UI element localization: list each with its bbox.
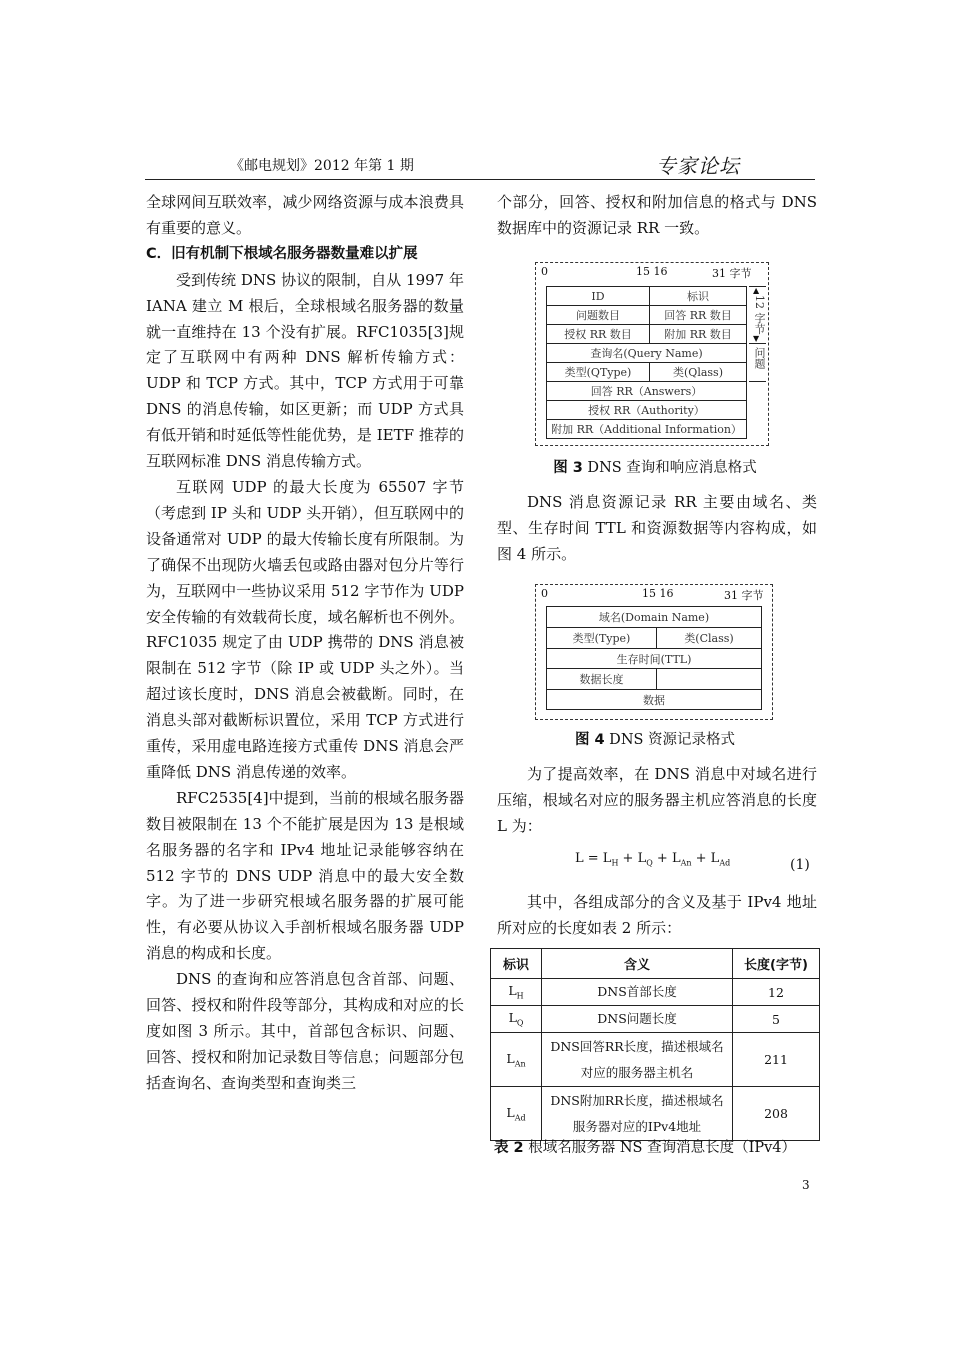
paragraph: RFC2535[4]中提到，当前的根域名服务器数目被限制在 13 个不能扩展是因为 13 是根域名服务器的名字和 IPv4 地址记录能够容纳在 512 字节的 DNS UDP 消息中的最大安全数字。为了进一步研究根域名服务器的扩展可能性，有必要从协议入手剖析根域名服务器 UDP 消息的构成和长度。 <box>146 788 464 963</box>
column-title: 专家论坛 <box>656 154 740 178</box>
paragraph: DNS 消息资源记录 RR 主要由域名、类型、生存时间 TTL 和资源数据等内容构成，如图 4 所示。 <box>497 493 817 563</box>
bracket-line <box>749 381 766 382</box>
paragraph: 其中，各组成部分的含义及基于 IPv4 地址所对应的长度如表 2 所示： <box>497 893 817 937</box>
table-header: 长度(字节) <box>733 949 820 979</box>
field-qtype: 类型(QType) <box>546 362 650 382</box>
header-size-label: 12 字节 <box>753 295 766 335</box>
length-cell: 12 <box>733 979 820 1006</box>
caption-text: DNS 资源记录格式 <box>604 732 736 748</box>
section-heading: C．旧有机制下根域名服务器数量难以扩展 <box>146 245 418 262</box>
meaning-cell: DNS附加RR长度，描述根域名服务器对应的IPv4地址 <box>542 1087 733 1141</box>
right-column-middle <box>497 490 817 568</box>
left-column <box>146 190 464 1097</box>
right-column-top <box>497 190 817 242</box>
right-column-bottom <box>497 890 817 942</box>
table-row <box>491 1006 820 1033</box>
symbol-cell: $L_Q$ <box>491 1006 542 1033</box>
axis-label: 31 字节 <box>724 589 764 602</box>
field-rdlength: 数据长度 <box>546 668 657 690</box>
question-label: 问题 <box>753 347 766 369</box>
paragraph: 为了提高效率，在 DNS 消息中对域名进行压缩，根域名对应的服务器主机应答消息的长度 L 为： <box>497 765 817 835</box>
figure-3-caption <box>520 456 790 477</box>
arrow-down-icon: ▼ <box>753 334 760 343</box>
caption-text: 根域名服务器 NS 查询消息长度（IPv4） <box>523 1140 796 1156</box>
paragraph: 互联网 UDP 的最大长度为 65507 字节（考虑到 IP 头和 UDP 头开销），但互联网中的设备通常对 UDP 的最大传输长度有所限制。为了确保不出现防火墙丢包或路由器对包分片等行为，互联网中一些协议采用 512 字节作为 UDP 安全传输的有效载荷长度，域名解析也不例外。RFC1035 规定了由 UDP 携带的 DNS 消息被限制在 512 字节（除 IP 或 UDP 头之外）。当超过该长度时，DNS 消息会被截断。同时，在消息头部对截断标识置位，采用 TCP 方式进行重传，采用虚电路连接方式重传 DNS 消息会严重降低 DNS 消息传递的效率。 <box>146 477 464 781</box>
figure-3-dns-message-format <box>535 262 769 446</box>
length-cell: 208 <box>733 1087 820 1141</box>
formula-sub: Ad <box>719 858 731 868</box>
field-qclass: 类(Qlass) <box>649 362 747 382</box>
axis-label: 0 <box>541 265 548 278</box>
table-header: 标识 <box>491 949 542 979</box>
table-2-caption <box>494 1136 796 1157</box>
formula-lhs: L = L <box>575 851 612 866</box>
symbol-cell: $L_H$ <box>491 979 542 1006</box>
table-row <box>491 979 820 1006</box>
caption-label: 图 3 <box>553 460 583 476</box>
field-flags: 标识 <box>649 286 747 306</box>
length-cell: 5 <box>733 1006 820 1033</box>
header-rule <box>145 179 815 180</box>
length-cell: 211 <box>733 1033 820 1087</box>
symbol-cell: $L_{Ad}$ <box>491 1087 542 1141</box>
field-blank <box>656 668 762 690</box>
field-authority: 授权 RR（Authority） <box>546 400 747 420</box>
field-type: 类型(Type) <box>546 627 657 649</box>
symbol-cell: $L_{An}$ <box>491 1033 542 1087</box>
paragraph: DNS 的查询和应答消息包含首部、问题、回答、授权和附件段等部分，其构成和对应的长度如图 3 所示。其中，首部包含标识、问题、回答、授权和附加记录数目等信息；问题部分包括查询名、查询类型和查询类三 <box>146 970 464 1092</box>
formula-sub: An <box>680 858 692 868</box>
paragraph: 受到传统 DNS 协议的限制，自从 1997 年 IANA 建立 M 根后，全球根域名服务器的数量就一直维持在 13 个没有扩展。RFC1035[3]规定了互联网中有两种 DNS 解析传输方式：UDP 和 TCP 方式。其中，TCP 方式用于可靠 DNS 的消息传输，如区更新；而 UDP 方式具有低开销和时延低等性能优势，是 IETF 推荐的互联网标准 DNS 消息传输方式。 <box>146 270 464 471</box>
axis-label: 31 字节 <box>712 267 752 280</box>
caption-label: 图 4 <box>574 732 605 748</box>
field-additional: 附加 RR（Additional Information） <box>546 419 747 439</box>
axis-label: 15 16 <box>642 587 674 600</box>
field-qdcount: 问题数目 <box>546 305 650 325</box>
field-qname: 查询名(Query Name) <box>546 343 747 363</box>
arrow-up-icon: ▲ <box>753 286 760 295</box>
meaning-cell: DNS首部长度 <box>542 979 733 1006</box>
figure-4-resource-record-format <box>535 584 773 720</box>
axis-label: 15 16 <box>636 265 668 278</box>
figure-4-caption <box>520 728 790 749</box>
field-ancount: 回答 RR 数目 <box>649 305 747 325</box>
field-answers: 回答 RR（Answers） <box>546 381 747 401</box>
field-id: ID <box>546 286 650 306</box>
field-arcount: 附加 RR 数目 <box>649 324 747 344</box>
field-rdata: 数据 <box>546 689 762 710</box>
field-class: 类(Class) <box>656 627 762 649</box>
field-ttl: 生存时间(TTL) <box>546 648 762 669</box>
journal-header: 《邮电规划》2012 年第 1 期 <box>230 158 414 174</box>
meaning-cell: DNS问题长度 <box>542 1006 733 1033</box>
axis-label: 0 <box>541 587 548 600</box>
field-domain-name: 域名(Domain Name) <box>546 606 762 628</box>
bracket-line <box>749 343 766 344</box>
paragraph: 全球网间互联效率，减少网络资源与成本浪费具有重要的意义。 <box>146 193 464 237</box>
formula-sub: H <box>611 858 619 868</box>
formula-sub: Q <box>646 858 653 868</box>
caption-text: DNS 查询和响应消息格式 <box>582 460 757 476</box>
formula-length: $L = L_H + L_Q + L_{An} + L_{Ad}$ <box>575 851 731 868</box>
field-nscount: 授权 RR 数目 <box>546 324 650 344</box>
caption-label: 表 2 <box>494 1140 524 1156</box>
right-column-lower <box>497 762 817 840</box>
meaning-cell: DNS回答RR长度，描述根域名对应的服务器主机名 <box>542 1033 733 1087</box>
table-2-query-length <box>490 948 820 1141</box>
table-row <box>491 1087 820 1141</box>
equation-number: (1) <box>790 857 810 873</box>
table-row <box>491 1033 820 1087</box>
table-header: 含义 <box>542 949 733 979</box>
page-number: 3 <box>802 1178 810 1192</box>
paragraph: 个部分，回答、授权和附加信息的格式与 DNS 数据库中的资源记录 RR 一致。 <box>497 193 817 237</box>
table-header-row <box>491 949 820 979</box>
